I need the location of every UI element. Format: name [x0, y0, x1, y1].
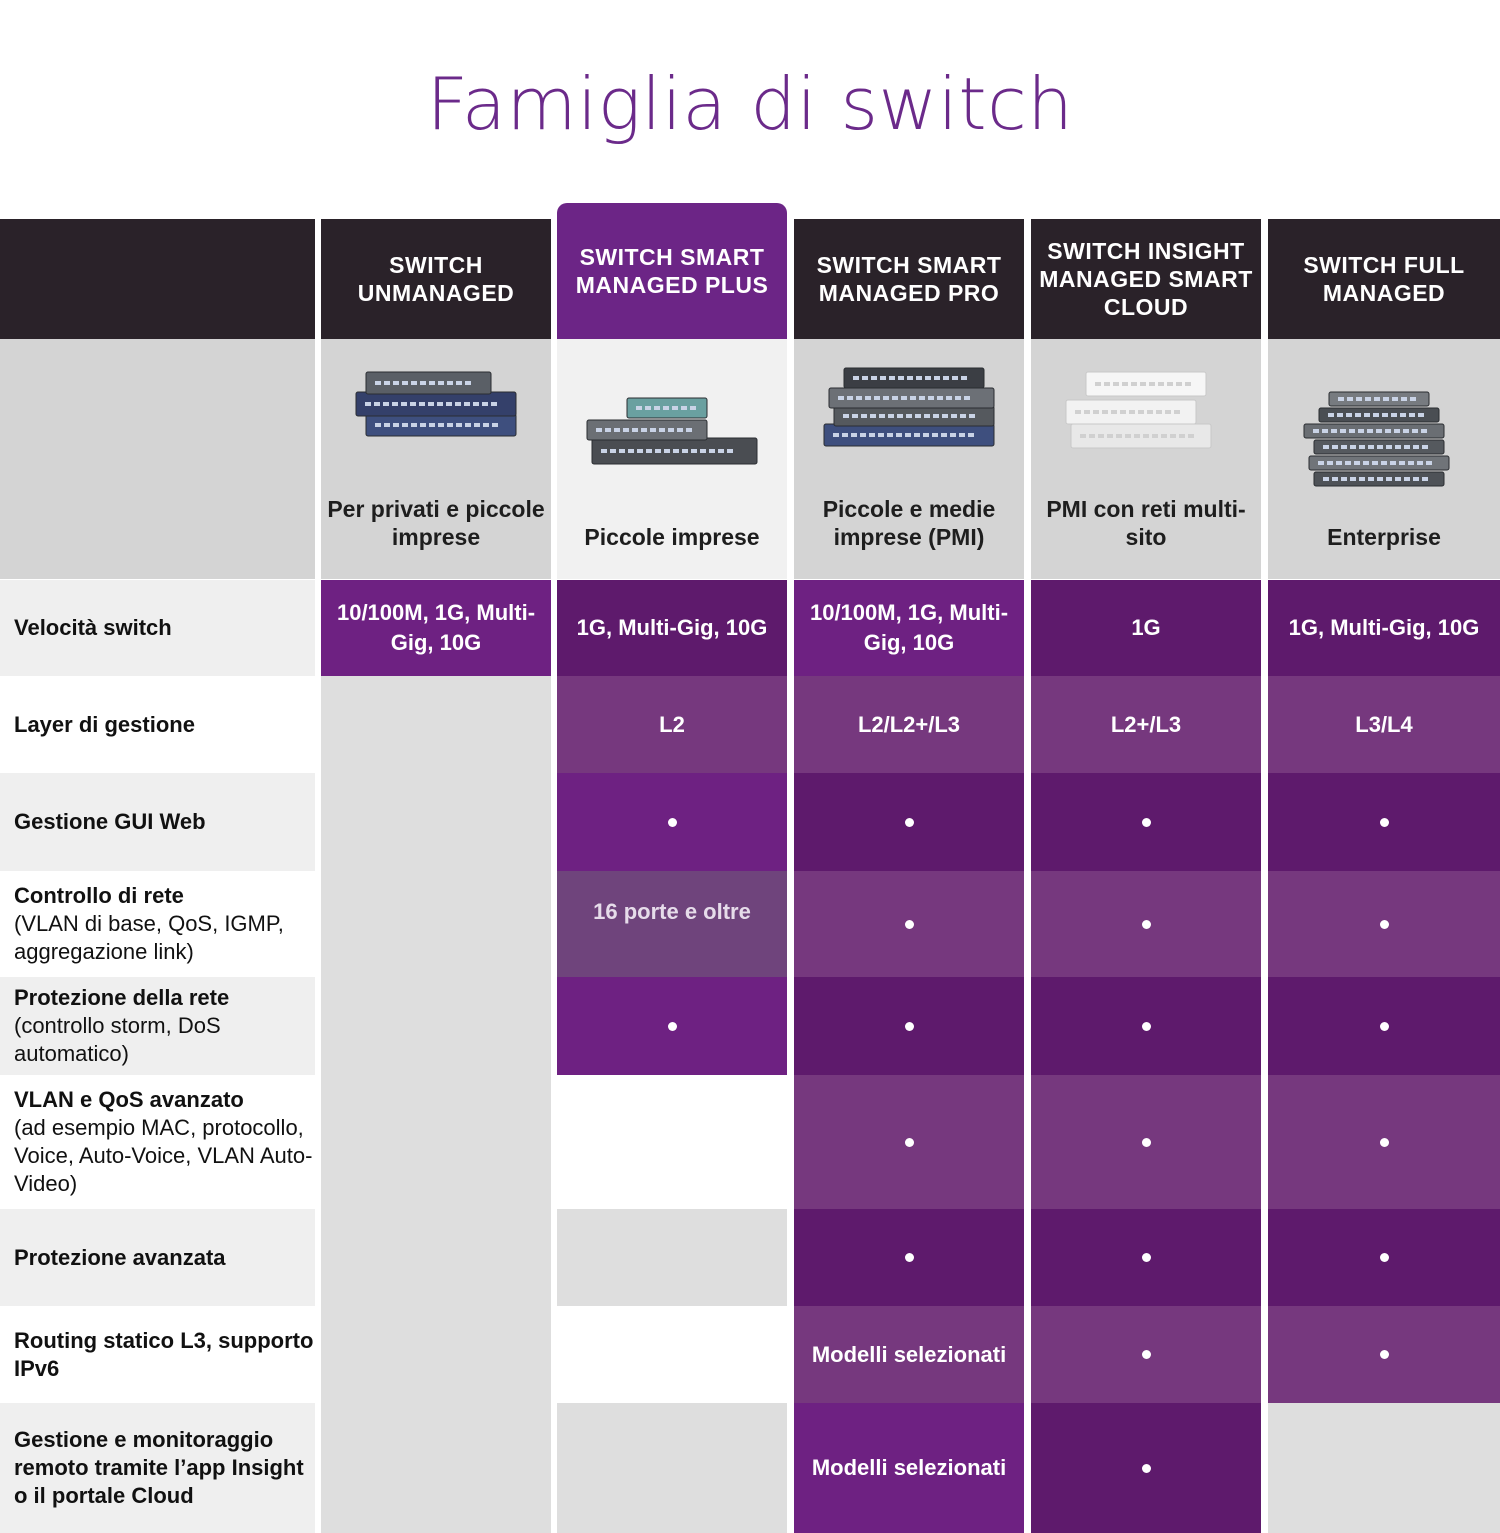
column-header-label: SWITCH SMART MANAGED PRO — [816, 252, 1002, 306]
header-corner — [0, 219, 315, 339]
product-caption: Enterprise — [1327, 524, 1441, 550]
feature-cell — [1031, 676, 1261, 773]
feature-cell — [321, 1209, 551, 1306]
feature-value: L2+/L3 — [1110, 711, 1182, 737]
feature-value: 1G, Multi-Gig, 10G — [576, 615, 768, 640]
check-dot-icon — [905, 1022, 914, 1031]
page-title: Famiglia di switch — [426, 62, 1074, 146]
check-dot-icon — [905, 1138, 914, 1147]
feature-cell — [1268, 977, 1500, 1075]
feature-value: 1G — [1131, 615, 1161, 640]
check-dot-icon — [1142, 1022, 1151, 1031]
enterprise-switch-stack-icon — [1294, 380, 1474, 505]
feature-cell — [1268, 1306, 1500, 1403]
column-header-label: SWITCH INSIGHT MANAGED SMART CLOUD — [1039, 238, 1253, 320]
column-header-4 — [1031, 219, 1261, 339]
feature-cell — [557, 977, 787, 1075]
feature-cell — [1268, 871, 1500, 977]
feature-cell — [321, 1306, 551, 1403]
feature-cell — [794, 773, 1024, 871]
feature-value: Modelli selezionati — [811, 1455, 1007, 1480]
row-label — [0, 1209, 315, 1306]
feature-cell — [794, 580, 1024, 676]
feature-cell — [1031, 871, 1261, 977]
feature-cell — [1031, 580, 1261, 676]
product-cell-3 — [794, 339, 1024, 579]
rackmount-switches-icon — [819, 352, 999, 477]
stacked-desktop-switches-icon — [346, 352, 526, 477]
check-dot-icon — [1142, 1464, 1151, 1473]
feature-cell — [794, 977, 1024, 1075]
feature-cell — [321, 871, 551, 977]
product-cell-4 — [1031, 339, 1261, 579]
row-label-title: Controllo di rete — [14, 883, 184, 908]
column-header-3 — [794, 219, 1024, 339]
check-dot-icon — [1380, 1022, 1389, 1031]
feature-cell — [557, 1403, 787, 1533]
row-label — [0, 977, 315, 1075]
feature-cell — [1268, 1209, 1500, 1306]
feature-cell — [557, 1306, 787, 1403]
feature-value: 16 porte e oltre — [593, 899, 751, 924]
feature-value: 10/100M, 1G, Multi-Gig, 10G — [809, 600, 1009, 655]
feature-cell — [321, 773, 551, 871]
row-label — [0, 580, 315, 676]
white-cloud-switches-icon — [1056, 352, 1236, 477]
column-header-2 — [557, 203, 787, 339]
check-dot-icon — [1142, 818, 1151, 827]
row-label-title: Protezione avanzata — [14, 1244, 226, 1270]
feature-cell — [794, 676, 1024, 773]
row-label-subtitle: (ad esempio MAC, protocollo, Voice, Auto-Voice, VLAN Auto-Video) — [14, 1115, 313, 1196]
feature-cell — [1268, 580, 1500, 676]
feature-value: 10/100M, 1G, Multi-Gig, 10G — [336, 600, 536, 655]
row-label-title: VLAN e QoS avanzato — [14, 1087, 244, 1112]
feature-value: L2/L2+/L3 — [857, 711, 961, 737]
feature-cell — [794, 1075, 1024, 1209]
row-label-title: Gestione e monitoraggio remoto tramite l’app Insight o il portale Cloud — [14, 1427, 304, 1508]
row-label-title: Layer di gestione — [14, 711, 195, 737]
row-label — [0, 1403, 315, 1533]
feature-cell — [557, 1209, 787, 1306]
check-dot-icon — [1142, 1350, 1151, 1359]
row-label-subtitle: (controllo storm, DoS automatico) — [14, 1013, 221, 1066]
feature-cell — [1031, 1209, 1261, 1306]
row-label-subtitle: (VLAN di base, QoS, IGMP, aggregazione link) — [14, 911, 284, 964]
feature-cell — [794, 1306, 1024, 1403]
row-label — [0, 773, 315, 871]
column-header-label: SWITCH FULL MANAGED — [1303, 252, 1465, 306]
row-label — [0, 676, 315, 773]
check-dot-icon — [1380, 818, 1389, 827]
product-caption: PMI con reti multi-sito — [1046, 496, 1246, 550]
row-label-title: Gestione GUI Web — [14, 809, 206, 834]
feature-cell — [557, 871, 787, 977]
feature-cell — [1268, 1403, 1500, 1533]
check-dot-icon — [1142, 1138, 1151, 1147]
check-dot-icon — [905, 1253, 914, 1262]
feature-cell — [321, 1075, 551, 1209]
feature-cell — [557, 580, 787, 676]
feature-value: Modelli selezionati — [811, 1341, 1007, 1367]
feature-cell — [794, 871, 1024, 977]
feature-cell — [1031, 1306, 1261, 1403]
check-dot-icon — [1380, 1253, 1389, 1262]
row-label — [0, 1075, 315, 1209]
product-caption: Per privati e piccole imprese — [327, 496, 545, 550]
check-dot-icon — [1380, 920, 1389, 929]
feature-cell — [321, 1403, 551, 1533]
column-header-5 — [1268, 219, 1500, 339]
feature-cell — [1031, 773, 1261, 871]
feature-cell — [557, 676, 787, 773]
check-dot-icon — [668, 818, 677, 827]
product-cell-1 — [321, 339, 551, 579]
feature-cell — [1268, 773, 1500, 871]
feature-cell — [557, 773, 787, 871]
feature-cell — [1268, 676, 1500, 773]
feature-cell — [1031, 1403, 1261, 1533]
feature-cell — [1031, 977, 1261, 1075]
check-dot-icon — [668, 1022, 677, 1031]
check-dot-icon — [1380, 1350, 1389, 1359]
feature-cell — [794, 1403, 1024, 1533]
product-cell-2 — [557, 339, 787, 579]
feature-value: L2 — [659, 711, 685, 737]
column-header-1 — [321, 219, 551, 339]
row-label-title: Velocità switch — [14, 615, 172, 640]
image-row-label-cell — [0, 339, 315, 579]
product-caption: Piccole imprese — [584, 524, 760, 550]
feature-cell — [794, 1209, 1024, 1306]
check-dot-icon — [1380, 1138, 1389, 1147]
row-label-title: Protezione della rete — [14, 985, 230, 1010]
check-dot-icon — [1142, 920, 1151, 929]
feature-cell — [557, 1075, 787, 1209]
product-cell-5 — [1268, 339, 1500, 579]
feature-cell — [321, 977, 551, 1075]
row-label — [0, 1306, 315, 1403]
check-dot-icon — [905, 818, 914, 827]
check-dot-icon — [905, 920, 914, 929]
feature-cell — [321, 676, 551, 773]
row-label — [0, 871, 315, 977]
column-header-label: SWITCH SMART MANAGED PLUS — [575, 244, 769, 298]
check-dot-icon — [1142, 1253, 1151, 1262]
product-caption: Piccole e medie imprese (PMI) — [822, 496, 996, 550]
feature-value: L3/L4 — [1355, 711, 1413, 737]
feature-value: 1G, Multi-Gig, 10G — [1288, 615, 1480, 640]
feature-cell — [1031, 1075, 1261, 1209]
column-header-label: SWITCH UNMANAGED — [357, 252, 515, 306]
small-metal-switches-icon — [582, 380, 762, 505]
feature-cell — [1268, 1075, 1500, 1209]
row-label-title: Routing statico L3, supporto IPv6 — [14, 1327, 314, 1381]
feature-cell — [321, 580, 551, 676]
